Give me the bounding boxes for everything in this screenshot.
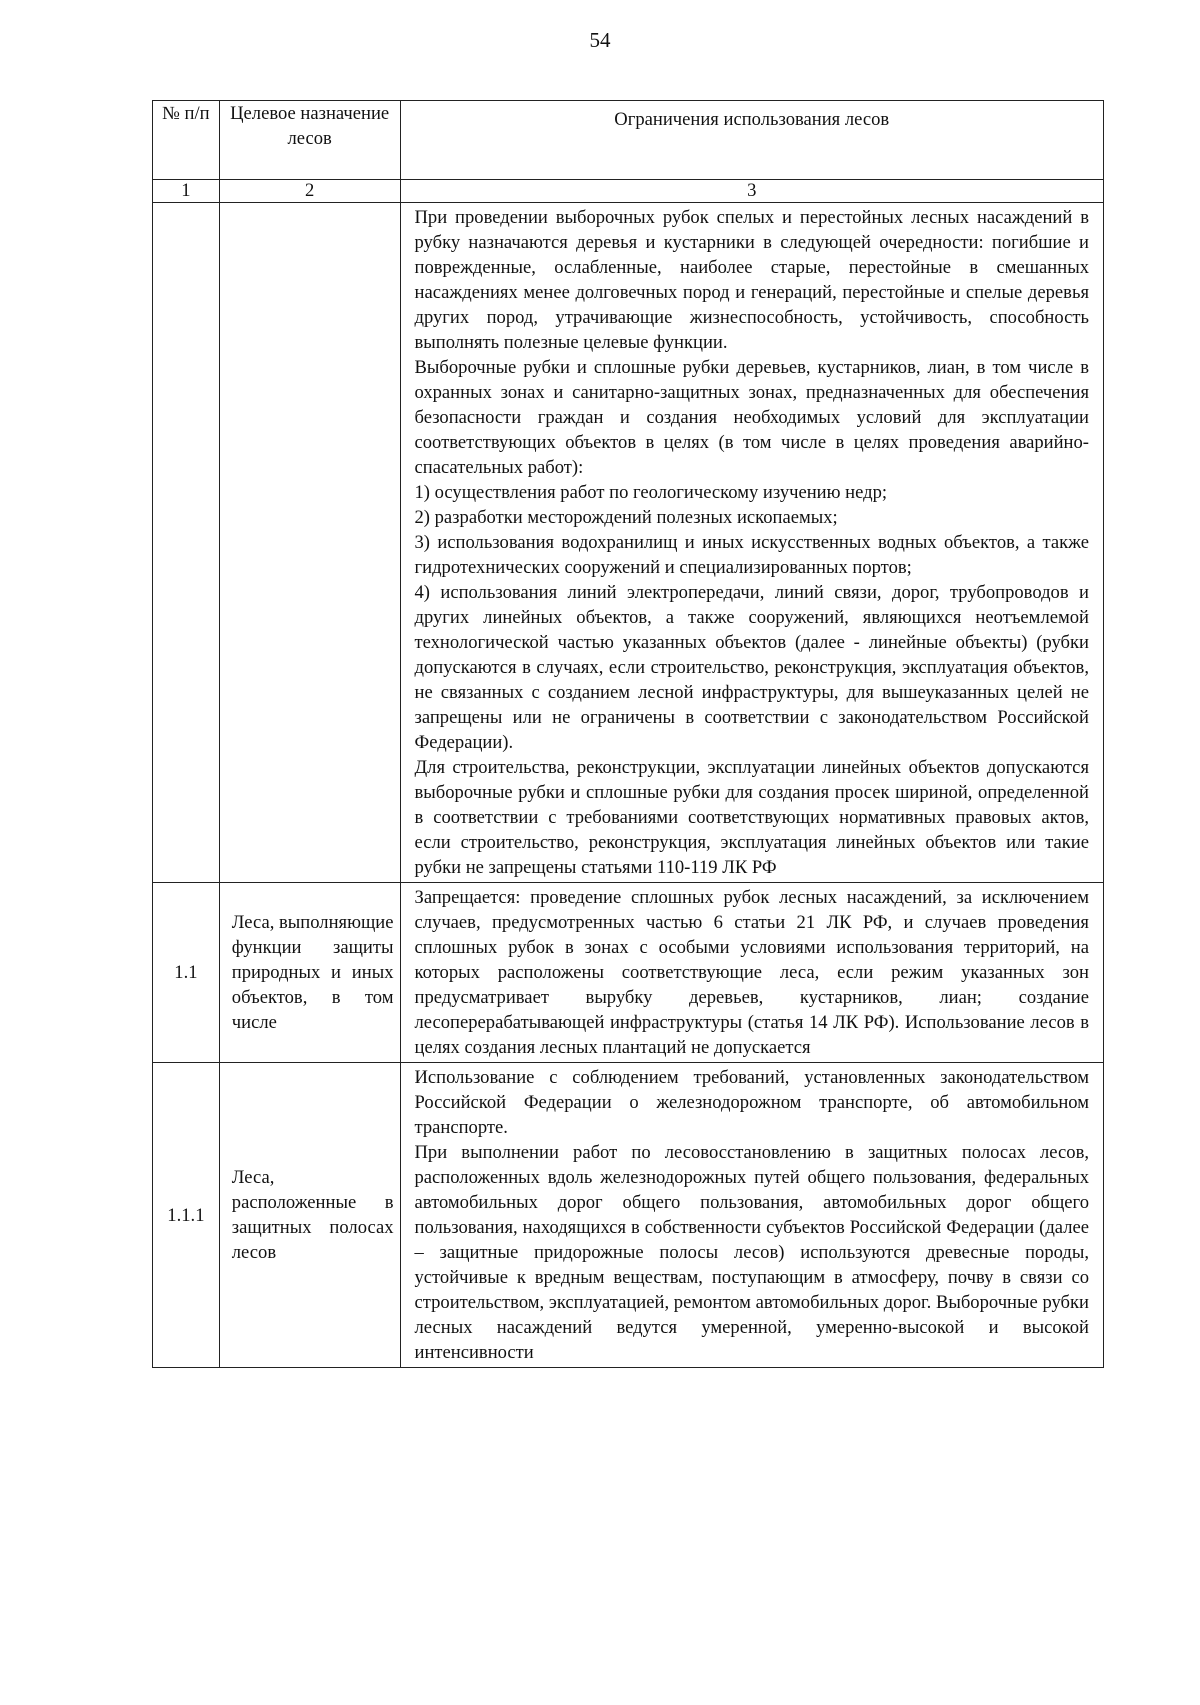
restriction-paragraph: 4) использования линий электропередачи, линий связи, дорог, трубопроводов и других линейных объектов, а также сооружений, являющихся неотъемлемой технологической частью указанных объектов (далее - линейные объекты) (рубки допускаются в случаях, если строительство, реконструкция, эксплуатация объектов, не связанных с созданием лесной инфраструктуры, для вышеуказанных целей не запрещены или не ограничены в соответствии с законодательством Российской Федерации). [414,582,1089,753]
column-number-row [153,180,1104,203]
header-num: № п/п [153,101,220,180]
restriction-paragraph: При проведении выборочных рубок спелых и перестойных лесных насаждений в рубку назначаются деревья и кустарники в следующей очередности: погибшие и поврежденные, ослабленные, наиболее старые, перестойные в смешанных насаждениях менее долговечных пород и генераций, перестойные и спелые деревья других пород, утрачивающие жизнеспособность, устойчивость, способность выполнять полезные целевые функции. [414,207,1089,353]
row-restrictions [400,883,1104,1063]
row-restrictions [400,1063,1104,1368]
restriction-paragraph: 3) использования водохранилищ и иных искусственных водных объектов, а также гидротехнических сооружений и специализированных портов; [414,532,1089,578]
header-restrictions: Ограничения использования лесов [400,101,1104,180]
page-number: 54 [589,28,611,52]
row-purpose: Леса, выполняющие функции защиты природных и иных объектов, в том числе [219,883,400,1063]
row-restrictions [400,203,1104,883]
table-row [153,1063,1104,1368]
column-number: 2 [219,180,400,203]
column-number: 1 [153,180,220,203]
column-number: 3 [400,180,1104,203]
restriction-paragraph: Выборочные рубки и сплошные рубки деревьев, кустарников, лиан, в том числе в охранных зонах и санитарно-защитных зонах, предназначенных для обеспечения безопасности граждан и создания необходимых условий для эксплуатации соответствующих объектов в целях (в том числе в целях проведения аварийно-спасательных работ): [414,357,1089,478]
row-num: 1.1 [153,883,220,1063]
table-row [153,203,1104,883]
restriction-paragraph: Для строительства, реконструкции, эксплуатации линейных объектов допускаются выборочные рубки и сплошные рубки для создания просек шириной, определенной в соответствии с требованиями соответствующих нормативных правовых актов, если строительство, реконструкция, эксплуатация линейных объектов или такие рубки не запрещены статьями 110-119 ЛК РФ [414,757,1089,878]
header-purpose: Целевое назначение лесов [219,101,400,180]
row-num [153,203,220,883]
restriction-paragraph: Запрещается: проведение сплошных рубок лесных насаждений, за исключением случаев, предусмотренных частью 6 статьи 21 ЛК РФ, и случаев проведения сплошных рубок в зонах с особыми условиями использования территорий, на которых расположены соответствующие леса, если режим указанных зон предусматривает вырубку деревьев, кустарников, лиан; создание лесоперерабатывающей инфраструктуры (статья 14 ЛК РФ). Использование лесов в целях создания лесных плантаций не допускается [414,887,1089,1058]
restriction-paragraph: 2) разработки месторождений полезных ископаемых; [414,507,838,528]
table-row [153,883,1104,1063]
row-purpose: Леса, расположенные в защитных полосах лесов [219,1063,400,1368]
restriction-paragraph: При выполнении работ по лесовосстановлению в защитных полосах лесов, расположенных вдоль железнодорожных путей общего пользования, федеральных автомобильных дорог общего пользования, автомобильных дорог общего пользования, находящихся в собственности субъектов Российской Федерации (далее – защитные придорожные полосы лесов) используются древесные породы, устойчивые к вредным веществам, поступающим в атмосферу, почву в связи со строительством, эксплуатацией, ремонтом автомобильных дорог. Выборочные рубки лесных насаждений ведутся умеренной, умеренно-высокой и высокой интенсивности [414,1142,1089,1363]
restriction-paragraph: 1) осуществления работ по геологическому изучению недр; [414,482,888,503]
table-header-row [153,101,1104,180]
restriction-paragraph: Использование с соблюдением требований, установленных законодательством Российской Федерации о железнодорожном транспорте, об автомобильном транспорте. [414,1067,1089,1138]
row-num: 1.1.1 [153,1063,220,1368]
row-purpose [219,203,400,883]
forest-restrictions-table [152,100,1104,1368]
